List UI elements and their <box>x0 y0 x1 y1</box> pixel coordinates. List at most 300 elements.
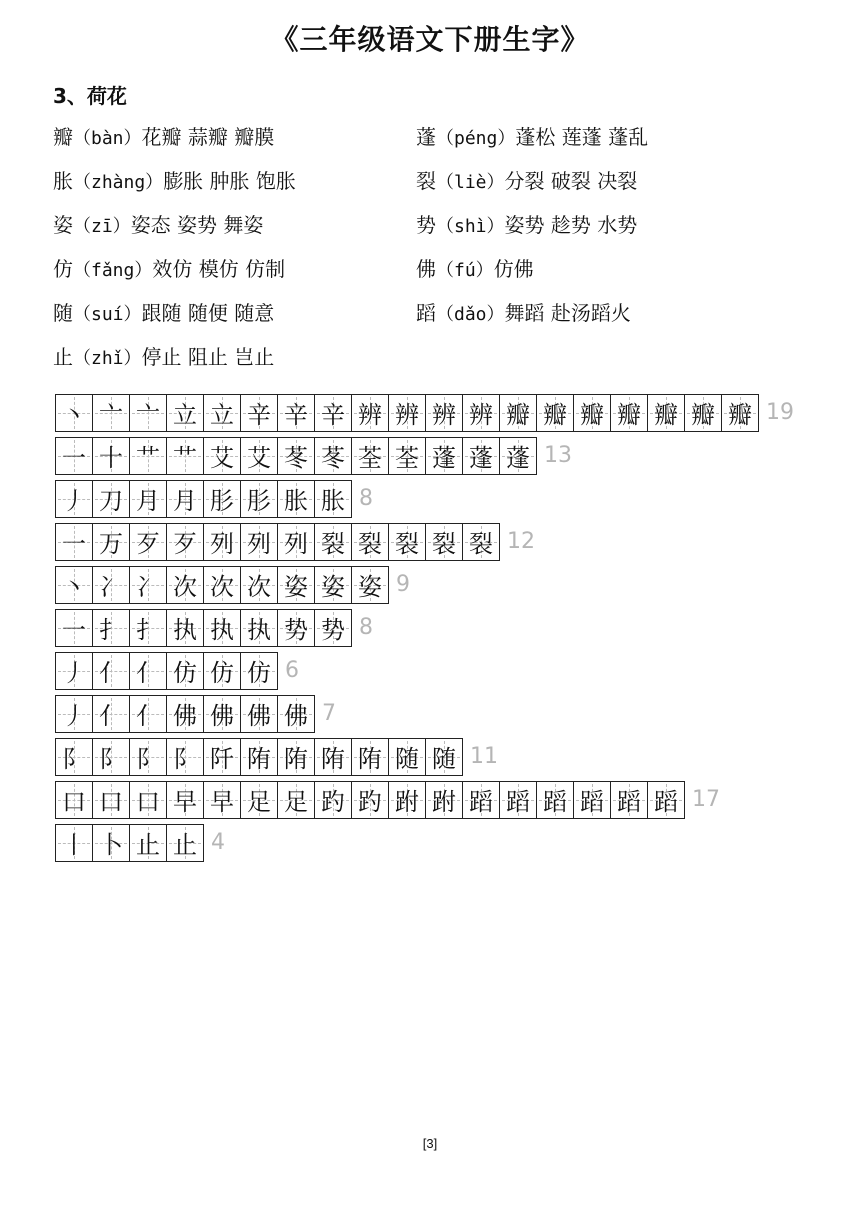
stroke-row <box>55 824 794 861</box>
stroke-char: 姿 <box>284 573 308 601</box>
stroke-char: 次 <box>173 573 197 601</box>
stroke-cell <box>500 782 537 819</box>
stroke-cells <box>55 695 315 733</box>
stroke-char: 姿 <box>321 573 345 601</box>
vocab-char: 瓣 <box>53 125 73 149</box>
stroke-char: 丨 <box>62 831 86 859</box>
vocab-row <box>0 115 860 159</box>
vocab-char: 随 <box>53 301 73 325</box>
stroke-char: 瓣 <box>506 401 530 429</box>
stroke-cells <box>55 523 500 561</box>
stroke-char: 苳 <box>284 444 308 472</box>
stroke-cell <box>204 438 241 475</box>
stroke-cell <box>463 524 500 561</box>
stroke-char: 仿 <box>210 659 234 687</box>
stroke-cell <box>315 524 352 561</box>
stroke-char: 月 <box>173 487 197 515</box>
stroke-char: 胀 <box>321 487 345 515</box>
stroke-cell <box>500 438 537 475</box>
stroke-cell <box>56 567 93 604</box>
vocab-words: 停止 阻止 岂止 <box>141 345 275 369</box>
stroke-char: 瓣 <box>617 401 641 429</box>
vocab-entry <box>53 115 274 161</box>
stroke-char: 蹈 <box>506 788 530 816</box>
stroke-cell <box>56 782 93 819</box>
stroke-cell <box>463 782 500 819</box>
stroke-char: 陏 <box>247 745 271 773</box>
stroke-cell <box>93 438 130 475</box>
stroke-cell <box>167 438 204 475</box>
stroke-char: 裂 <box>395 530 419 558</box>
stroke-cell <box>241 524 278 561</box>
stroke-cell <box>56 739 93 776</box>
stroke-cell <box>611 395 648 432</box>
stroke-cell <box>426 395 463 432</box>
vocab-words: 效仿 模仿 仿制 <box>152 257 286 281</box>
stroke-cell <box>278 524 315 561</box>
stroke-cell <box>130 653 167 690</box>
stroke-char: 阡 <box>210 745 234 773</box>
stroke-char: 裂 <box>321 530 345 558</box>
stroke-char: 趵 <box>358 788 382 816</box>
stroke-cell <box>315 739 352 776</box>
stroke-cell <box>167 653 204 690</box>
stroke-char: 次 <box>247 573 271 601</box>
vocab-pinyin: （shì） <box>436 216 505 237</box>
stroke-char: 陏 <box>358 745 382 773</box>
stroke-cell <box>167 481 204 518</box>
stroke-char: 执 <box>173 616 197 644</box>
vocabulary-list <box>0 115 860 379</box>
stroke-char: 姿 <box>358 573 382 601</box>
vocab-entry <box>53 203 263 249</box>
stroke-char: 佛 <box>247 702 271 730</box>
stroke-char: 辛 <box>321 401 345 429</box>
stroke-cell <box>130 739 167 776</box>
stroke-row <box>55 695 794 732</box>
stroke-char: 艹 <box>173 444 197 472</box>
stroke-cell <box>241 696 278 733</box>
stroke-char: 阝 <box>136 745 160 773</box>
stroke-char: 月 <box>136 487 160 515</box>
stroke-cells <box>55 566 389 604</box>
vocab-words: 舞蹈 赴汤蹈火 <box>504 301 631 325</box>
vocab-words: 跟随 随便 随意 <box>141 301 275 325</box>
stroke-cells <box>55 738 463 776</box>
stroke-cells <box>55 480 352 518</box>
stroke-char: 亻 <box>99 659 123 687</box>
stroke-char: 次 <box>210 573 234 601</box>
stroke-count: 13 <box>544 443 572 468</box>
stroke-cell <box>722 395 759 432</box>
stroke-row <box>55 566 794 603</box>
stroke-count: 19 <box>766 400 794 425</box>
stroke-cell <box>167 739 204 776</box>
stroke-char: 肜 <box>210 487 234 515</box>
stroke-char: 肜 <box>247 487 271 515</box>
stroke-char: 佛 <box>284 702 308 730</box>
stroke-char: 陏 <box>284 745 308 773</box>
vocab-pinyin: （péng） <box>436 128 516 149</box>
stroke-char: 裂 <box>358 530 382 558</box>
stroke-cell <box>463 438 500 475</box>
stroke-char: 一 <box>62 616 86 644</box>
stroke-cell <box>93 524 130 561</box>
vocab-char: 仿 <box>53 257 73 281</box>
stroke-char: 丿 <box>62 702 86 730</box>
stroke-cell <box>278 739 315 776</box>
stroke-cell <box>241 567 278 604</box>
stroke-char: 蓬 <box>432 444 456 472</box>
stroke-char: 蓬 <box>469 444 493 472</box>
vocab-entry <box>53 247 285 293</box>
vocab-pinyin: （zī） <box>73 216 131 237</box>
stroke-cell <box>130 825 167 862</box>
stroke-char: 辨 <box>469 401 493 429</box>
stroke-char: 扌 <box>99 616 123 644</box>
stroke-row <box>55 652 794 689</box>
stroke-char: 辨 <box>395 401 419 429</box>
stroke-char: 万 <box>99 530 123 558</box>
stroke-cell <box>167 395 204 432</box>
stroke-char: 冫 <box>99 573 123 601</box>
stroke-cell <box>167 610 204 647</box>
stroke-cell <box>167 524 204 561</box>
vocab-pinyin: （zhǐ） <box>73 348 142 369</box>
stroke-cell <box>648 782 685 819</box>
stroke-cells <box>55 652 278 690</box>
stroke-cell <box>315 481 352 518</box>
stroke-char: 阝 <box>99 745 123 773</box>
stroke-char: 亠 <box>99 401 123 429</box>
stroke-char: 艹 <box>136 444 160 472</box>
stroke-cell <box>204 696 241 733</box>
stroke-cell <box>352 395 389 432</box>
vocab-words: 蓬松 莲蓬 蓬乱 <box>515 125 649 149</box>
stroke-cell <box>56 481 93 518</box>
vocab-words: 膨胀 肿胀 饱胀 <box>163 169 296 193</box>
stroke-cell <box>278 567 315 604</box>
stroke-char: 佛 <box>173 702 197 730</box>
stroke-char: 蹈 <box>543 788 567 816</box>
vocab-words: 仿佛 <box>493 257 534 281</box>
stroke-cell <box>315 567 352 604</box>
stroke-cell <box>130 696 167 733</box>
stroke-char: 十 <box>99 444 123 472</box>
vocab-entry <box>416 291 631 337</box>
stroke-cell <box>463 395 500 432</box>
vocab-row <box>0 159 860 203</box>
stroke-cell <box>389 395 426 432</box>
stroke-char: 执 <box>247 616 271 644</box>
stroke-row <box>55 781 794 818</box>
lesson-heading: 3、荷花 <box>53 84 127 108</box>
stroke-char: 随 <box>432 745 456 773</box>
stroke-char: 佛 <box>210 702 234 730</box>
stroke-count: 6 <box>285 658 299 683</box>
vocab-pinyin: （zhàng） <box>73 172 164 193</box>
stroke-char: 列 <box>210 530 234 558</box>
stroke-cell <box>56 524 93 561</box>
stroke-cell <box>93 395 130 432</box>
stroke-cell <box>130 782 167 819</box>
stroke-cell <box>56 825 93 862</box>
stroke-cell <box>167 825 204 862</box>
stroke-cell <box>352 739 389 776</box>
stroke-cell <box>278 438 315 475</box>
stroke-char: 止 <box>173 831 197 859</box>
stroke-cell <box>130 438 167 475</box>
vocab-pinyin: （fǎng） <box>73 260 153 281</box>
stroke-cell <box>389 524 426 561</box>
stroke-cell <box>315 395 352 432</box>
stroke-cell <box>278 395 315 432</box>
stroke-char: 跗 <box>432 788 456 816</box>
stroke-cells <box>55 609 352 647</box>
stroke-count: 11 <box>470 744 498 769</box>
stroke-cell <box>278 696 315 733</box>
stroke-char: 仿 <box>173 659 197 687</box>
stroke-char: 胀 <box>284 487 308 515</box>
stroke-char: 亻 <box>136 702 160 730</box>
stroke-cell <box>426 524 463 561</box>
stroke-cell <box>167 696 204 733</box>
stroke-char: 艾 <box>247 444 271 472</box>
stroke-cell <box>204 524 241 561</box>
stroke-char: 阝 <box>62 745 86 773</box>
vocab-entry <box>53 291 274 337</box>
stroke-count: 12 <box>507 529 535 554</box>
stroke-cell <box>93 696 130 733</box>
stroke-cell <box>278 481 315 518</box>
stroke-char: 蹈 <box>617 788 641 816</box>
stroke-cell <box>426 782 463 819</box>
stroke-char: 口 <box>62 788 86 816</box>
stroke-cell <box>278 610 315 647</box>
stroke-cell <box>204 782 241 819</box>
stroke-char: 冫 <box>136 573 160 601</box>
stroke-cell <box>352 524 389 561</box>
stroke-cell <box>204 610 241 647</box>
stroke-char: 亻 <box>99 702 123 730</box>
vocab-pinyin: （dǎo） <box>436 304 505 325</box>
stroke-char: 势 <box>321 616 345 644</box>
stroke-cell <box>167 782 204 819</box>
stroke-char: 裂 <box>432 530 456 558</box>
stroke-char: 瓣 <box>654 401 678 429</box>
stroke-char: 瓣 <box>728 401 752 429</box>
stroke-char: 瓣 <box>691 401 715 429</box>
vocab-char: 蹈 <box>416 301 436 325</box>
stroke-char: 趵 <box>321 788 345 816</box>
stroke-cell <box>352 782 389 819</box>
stroke-char: 辛 <box>247 401 271 429</box>
stroke-char: 跗 <box>395 788 419 816</box>
stroke-cell <box>93 610 130 647</box>
stroke-char: 足 <box>247 788 271 816</box>
stroke-cell <box>93 481 130 518</box>
stroke-cell <box>611 782 648 819</box>
stroke-count: 8 <box>359 486 373 511</box>
stroke-cell <box>426 438 463 475</box>
stroke-cell <box>204 653 241 690</box>
stroke-cell <box>56 438 93 475</box>
vocab-words: 分裂 破裂 决裂 <box>504 169 638 193</box>
stroke-cell <box>204 567 241 604</box>
stroke-char: 丿 <box>62 659 86 687</box>
stroke-char: 扌 <box>136 616 160 644</box>
stroke-char: 早 <box>173 788 197 816</box>
stroke-cell <box>241 739 278 776</box>
vocab-row <box>0 335 860 379</box>
stroke-cell <box>56 610 93 647</box>
stroke-cell <box>204 481 241 518</box>
document-title: 《三年级语文下册生字》 <box>270 23 590 56</box>
stroke-char: 刀 <box>99 487 123 515</box>
stroke-cell <box>241 610 278 647</box>
stroke-char: 列 <box>247 530 271 558</box>
stroke-char: 歹 <box>136 530 160 558</box>
stroke-cell <box>93 653 130 690</box>
stroke-cell <box>574 782 611 819</box>
stroke-cell <box>574 395 611 432</box>
stroke-cells <box>55 437 537 475</box>
stroke-char: 列 <box>284 530 308 558</box>
stroke-cell <box>130 481 167 518</box>
stroke-row <box>55 394 794 431</box>
stroke-count: 7 <box>322 701 336 726</box>
stroke-cell <box>56 696 93 733</box>
stroke-char: 亠 <box>136 401 160 429</box>
stroke-cell <box>315 438 352 475</box>
stroke-cell <box>537 782 574 819</box>
stroke-cell <box>241 653 278 690</box>
stroke-char: 丶 <box>62 401 86 429</box>
stroke-char: 一 <box>62 444 86 472</box>
stroke-char: 苳 <box>321 444 345 472</box>
stroke-cells <box>55 394 759 432</box>
stroke-count: 4 <box>211 830 225 855</box>
stroke-char: 阝 <box>173 745 197 773</box>
stroke-char: 止 <box>136 831 160 859</box>
stroke-cell <box>315 782 352 819</box>
stroke-cell <box>315 610 352 647</box>
vocab-words: 姿态 姿势 舞姿 <box>130 213 264 237</box>
stroke-char: 势 <box>284 616 308 644</box>
vocab-row <box>0 247 860 291</box>
stroke-cell <box>130 395 167 432</box>
stroke-cells <box>55 824 204 862</box>
stroke-char: 丶 <box>62 573 86 601</box>
stroke-cell <box>685 395 722 432</box>
stroke-char: 陏 <box>321 745 345 773</box>
stroke-char: 丿 <box>62 487 86 515</box>
stroke-cell <box>241 481 278 518</box>
stroke-char: 蹈 <box>469 788 493 816</box>
vocab-pinyin: （bàn） <box>73 128 142 149</box>
stroke-char: 仿 <box>247 659 271 687</box>
stroke-cell <box>204 395 241 432</box>
stroke-cell <box>56 653 93 690</box>
stroke-char: 立 <box>210 401 234 429</box>
vocab-char: 止 <box>53 345 73 369</box>
page-number: [3] <box>422 1136 438 1151</box>
vocab-row <box>0 203 860 247</box>
vocab-char: 裂 <box>416 169 436 193</box>
stroke-char: 口 <box>136 788 160 816</box>
stroke-cell <box>241 438 278 475</box>
stroke-cell <box>56 395 93 432</box>
vocab-words: 花瓣 蒜瓣 瓣膜 <box>141 125 275 149</box>
vocab-pinyin: （suí） <box>73 304 142 325</box>
vocab-pinyin: （liè） <box>436 172 505 193</box>
stroke-char: 歹 <box>173 530 197 558</box>
stroke-cell <box>389 739 426 776</box>
vocab-char: 势 <box>416 213 436 237</box>
vocab-char: 佛 <box>416 257 436 281</box>
stroke-cell <box>426 739 463 776</box>
stroke-cell <box>241 395 278 432</box>
stroke-char: 荃 <box>358 444 382 472</box>
stroke-char: 亻 <box>136 659 160 687</box>
vocab-entry <box>416 159 637 205</box>
vocab-row <box>0 291 860 335</box>
stroke-char: 蹈 <box>580 788 604 816</box>
stroke-cell <box>130 567 167 604</box>
vocab-entry <box>416 247 534 293</box>
stroke-char: 蓬 <box>506 444 530 472</box>
stroke-cell <box>130 610 167 647</box>
vocab-char: 蓬 <box>416 125 436 149</box>
stroke-char: 艾 <box>210 444 234 472</box>
vocab-entry <box>53 335 274 381</box>
vocab-entry <box>53 159 296 205</box>
stroke-char: 辨 <box>358 401 382 429</box>
stroke-char: 瓣 <box>580 401 604 429</box>
stroke-cell <box>241 782 278 819</box>
stroke-row <box>55 609 794 646</box>
stroke-char: 早 <box>210 788 234 816</box>
stroke-char: 随 <box>395 745 419 773</box>
stroke-cell <box>389 438 426 475</box>
stroke-cell <box>93 825 130 862</box>
stroke-cell <box>278 782 315 819</box>
stroke-cell <box>352 438 389 475</box>
stroke-char: 瓣 <box>543 401 567 429</box>
stroke-cell <box>648 395 685 432</box>
stroke-cell <box>204 739 241 776</box>
stroke-cell <box>352 567 389 604</box>
stroke-count: 17 <box>692 787 720 812</box>
stroke-cell <box>389 782 426 819</box>
stroke-cell <box>167 567 204 604</box>
stroke-char: 口 <box>99 788 123 816</box>
stroke-cell <box>130 524 167 561</box>
stroke-cell <box>500 395 537 432</box>
stroke-char: 一 <box>62 530 86 558</box>
stroke-cell <box>93 782 130 819</box>
vocab-char: 胀 <box>53 169 73 193</box>
stroke-count: 8 <box>359 615 373 640</box>
stroke-char: 辨 <box>432 401 456 429</box>
vocab-entry <box>416 115 648 161</box>
stroke-cell <box>93 739 130 776</box>
vocab-words: 姿势 趁势 水势 <box>504 213 638 237</box>
vocab-pinyin: （fú） <box>436 260 494 281</box>
stroke-cells <box>55 781 685 819</box>
stroke-order-grids <box>55 394 794 867</box>
stroke-row <box>55 437 794 474</box>
